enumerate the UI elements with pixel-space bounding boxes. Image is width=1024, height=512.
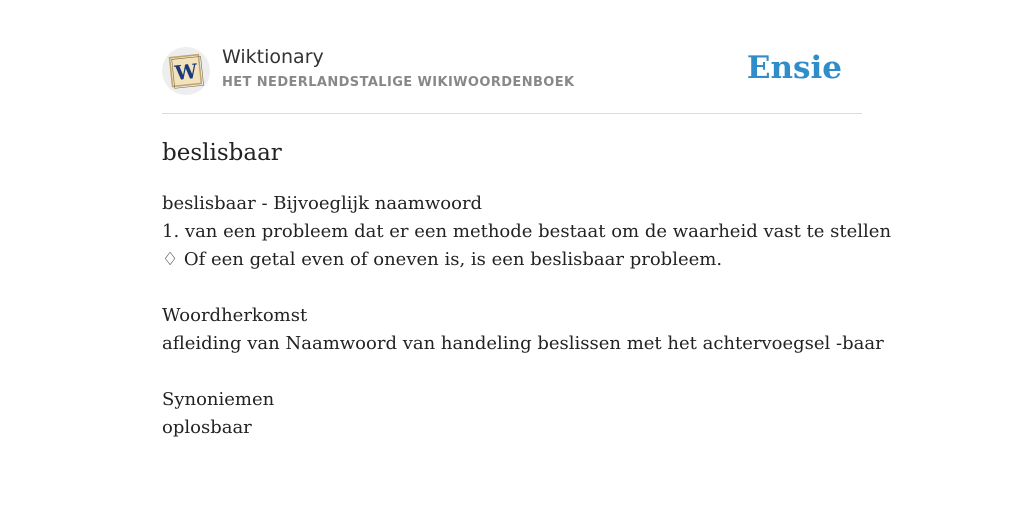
spacer — [162, 358, 862, 386]
entry-title: beslisbaar — [162, 140, 282, 166]
etymology-heading: Woordherkomst — [162, 305, 308, 326]
entry-content — [162, 138, 892, 442]
source-subtitle: HET NEDERLANDSTALIGE WIKIWOORDENBOEK — [222, 75, 575, 90]
source-title: Wiktionary — [222, 46, 324, 68]
definition-heading: beslisbaar - Bijvoeglijk naamwoord — [162, 193, 483, 214]
svg-text:W: W — [173, 58, 199, 86]
header — [162, 44, 862, 114]
spacer — [162, 274, 862, 302]
ensie-brand-link[interactable]: Ensie — [746, 50, 842, 86]
synonyms-heading: Synoniemen — [162, 389, 275, 410]
wiktionary-logo-icon — [162, 47, 210, 95]
etymology-text: afleiding van Naamwoord van handeling beslissen met het achtervoegsel -baar — [162, 333, 884, 354]
definition-item: 1. van een probleem dat er een methode bestaat om de waarheid vast te stellen — [162, 221, 892, 242]
synonyms-text: oplosbaar — [162, 417, 252, 438]
definition-example: ♢ Of een getal even of oneven is, is een beslisbaar probleem. — [162, 249, 723, 270]
